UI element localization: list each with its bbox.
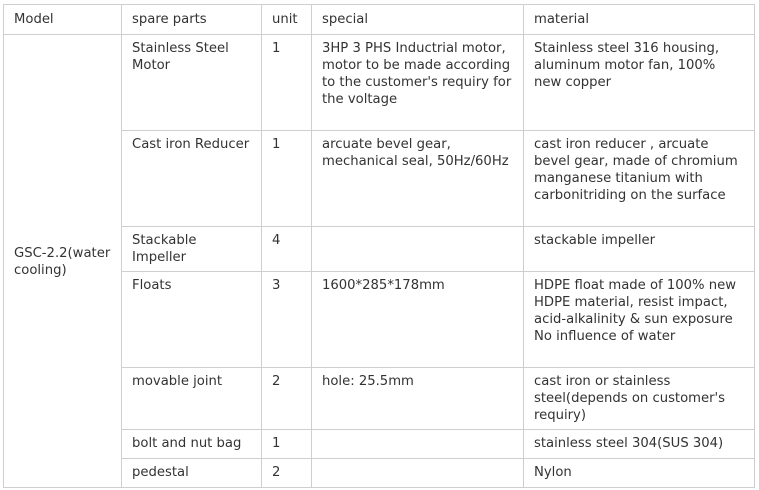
material-cell: Stainless steel 316 housing, aluminum motor fan, 100% new copper: [524, 35, 755, 131]
material-cell: stainless steel 304(SUS 304): [524, 430, 755, 459]
special-cell: [312, 459, 524, 488]
unit-cell: 1: [262, 35, 312, 131]
unit-cell: 1: [262, 430, 312, 459]
part-cell: Stainless Steel Motor: [122, 35, 262, 131]
special-cell: 3HP 3 PHS Inductrial motor, motor to be made according to the customer's requiry for the voltage: [312, 35, 524, 131]
material-cell: Nylon: [524, 459, 755, 488]
part-cell: pedestal: [122, 459, 262, 488]
part-cell: movable joint: [122, 368, 262, 430]
special-cell: [312, 430, 524, 459]
part-cell: Stackable Impeller: [122, 227, 262, 272]
part-cell: Floats: [122, 272, 262, 368]
unit-cell: 2: [262, 368, 312, 430]
special-cell: 1600*285*178mm: [312, 272, 524, 368]
material-cell: cast iron or stainless steel(depends on customer's requiry): [524, 368, 755, 430]
table-row: [4, 35, 755, 131]
spare-parts-table: [3, 4, 755, 488]
part-cell: Cast iron Reducer: [122, 131, 262, 227]
unit-cell: 1: [262, 131, 312, 227]
special-cell: [312, 227, 524, 272]
model-cell: GSC-2.2(water cooling): [4, 35, 122, 488]
header-unit: unit: [262, 5, 312, 35]
unit-cell: 2: [262, 459, 312, 488]
header-special: special: [312, 5, 524, 35]
material-cell: stackable impeller: [524, 227, 755, 272]
material-cell: cast iron reducer , arcuate bevel gear, made of chromium manganese titanium with carbonitriding on the surface: [524, 131, 755, 227]
material-cell: HDPE float made of 100% new HDPE material, resist impact, acid-alkalinity & sun exposure No influence of water: [524, 272, 755, 368]
special-cell: hole: 25.5mm: [312, 368, 524, 430]
part-cell: bolt and nut bag: [122, 430, 262, 459]
unit-cell: 4: [262, 227, 312, 272]
header-spare-parts: spare parts: [122, 5, 262, 35]
special-cell: arcuate bevel gear, mechanical seal, 50Hz/60Hz: [312, 131, 524, 227]
header-model: Model: [4, 5, 122, 35]
header-material: material: [524, 5, 755, 35]
unit-cell: 3: [262, 272, 312, 368]
header-row: [4, 5, 755, 35]
